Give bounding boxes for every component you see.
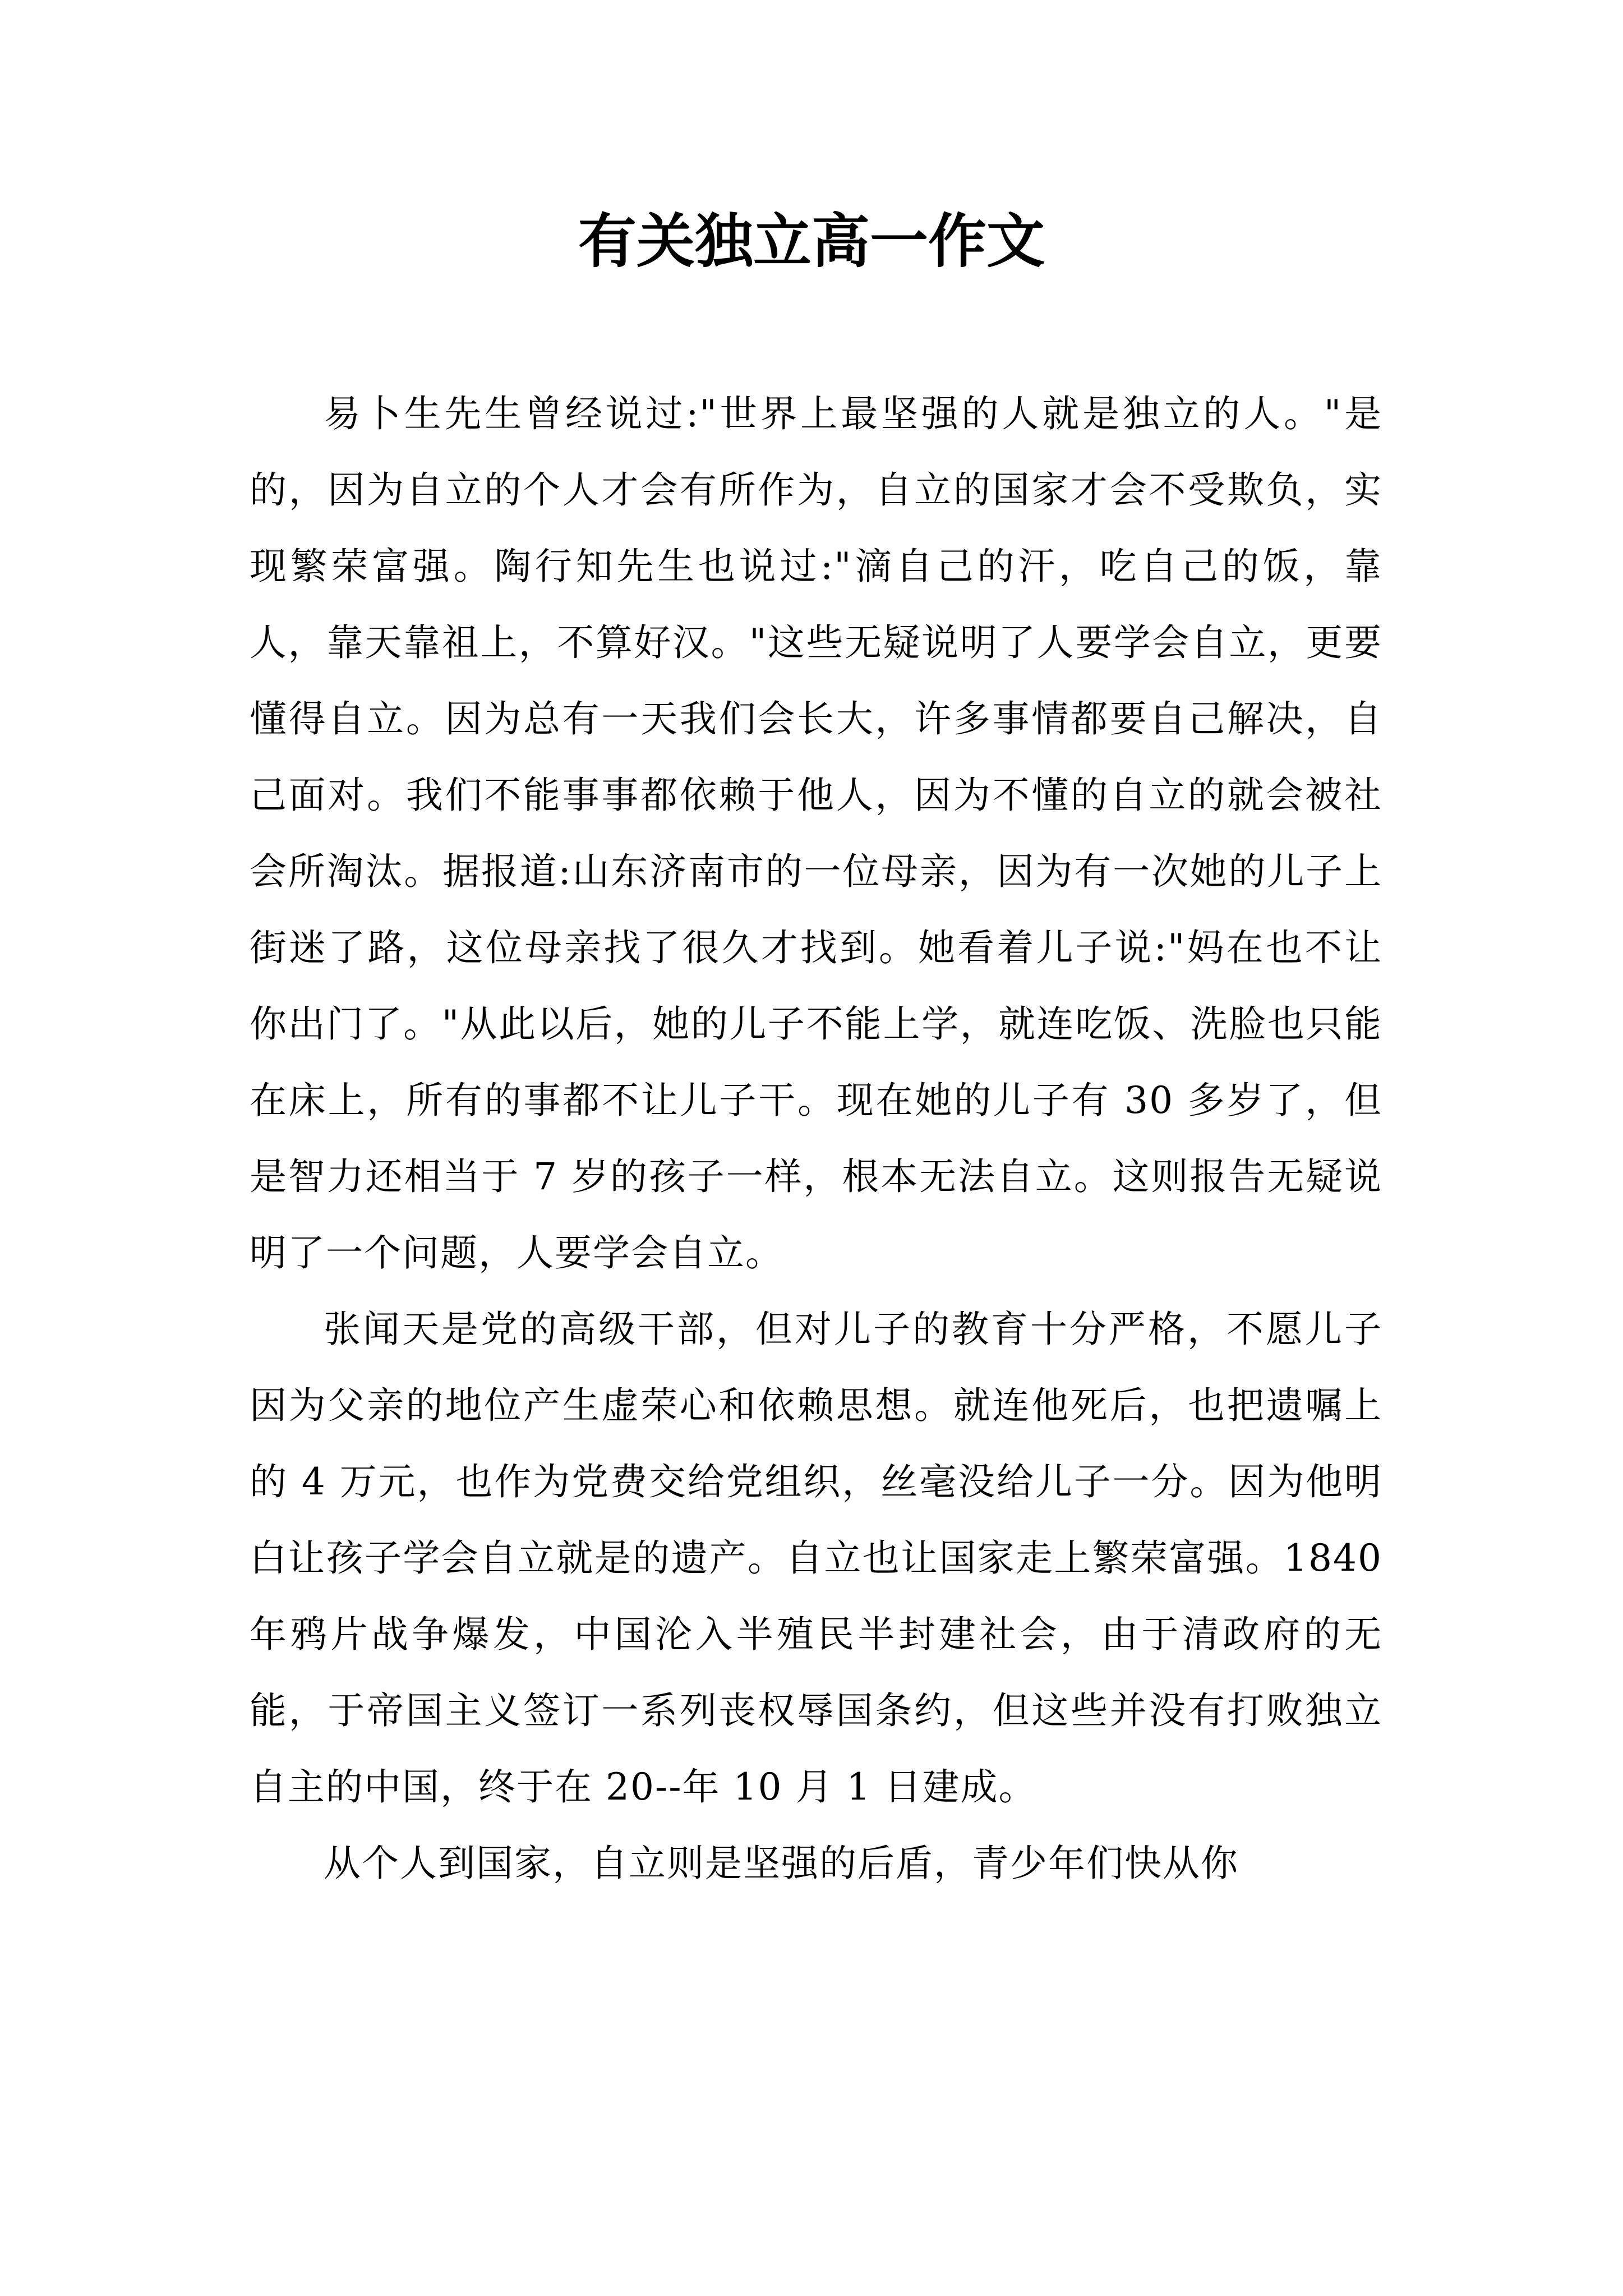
paragraph-2: 张闻天是党的高级干部，但对儿子的教育十分严格，不愿儿子因为父亲的地位产生虚荣心和依赖思想。就连他死后，也把遗嘱上的 4 万元，也作为党费交给党组织，丝毫没给儿子一分。因为他明白让孩子学会自立就是的遗产。自立也让国家走上繁荣富强。1840 年鸦片战争爆发，中国沦入半殖民半封建社会，由于清政府的无能，于帝国主义签订一系列丧权辱国条约，但这些并没有打败独立自主的中国，终于在 20--年 10 月 1 日建成。 [250,1308,1382,1809]
paragraph-1: 易卜生先生曾经说过:"世界上最坚强的人就是独立的人。"是的，因为自立的个人才会有所作为，自立的国家才会不受欺负，实现繁荣富强。陶行知先生也说过:"滴自己的汗，吃自己的饭，靠人，靠天靠祖上，不算好汉。"这些无疑说明了人要学会自立，更要懂得自立。因为总有一天我们会长大，许多事情都要自己解决，自己面对。我们不能事事都依赖于他人，因为不懂的自立的就会被社会所淘汰。据报道:山东济南市的一位母亲，因为有一次她的儿子上街迷了路，这位母亲找了很久才找到。她看着儿子说:"妈在也不让你出门了。"从此以后，她的儿子不能上学，就连吃饭、洗脸也只能在床上，所有的事都不让儿子干。现在她的儿子有 30 多岁了，但是智力还相当于 7 岁的孩子一样，根本无法自立。这则报告无疑说明了一个问题，人要学会自立。 [250,392,1382,1274]
document-title: 有关独立高一作文 [578,206,1045,275]
document-body [250,376,1382,1902]
paragraph-3: 从个人到国家，自立则是坚强的后盾，青少年们快从你 [324,1842,1239,1885]
